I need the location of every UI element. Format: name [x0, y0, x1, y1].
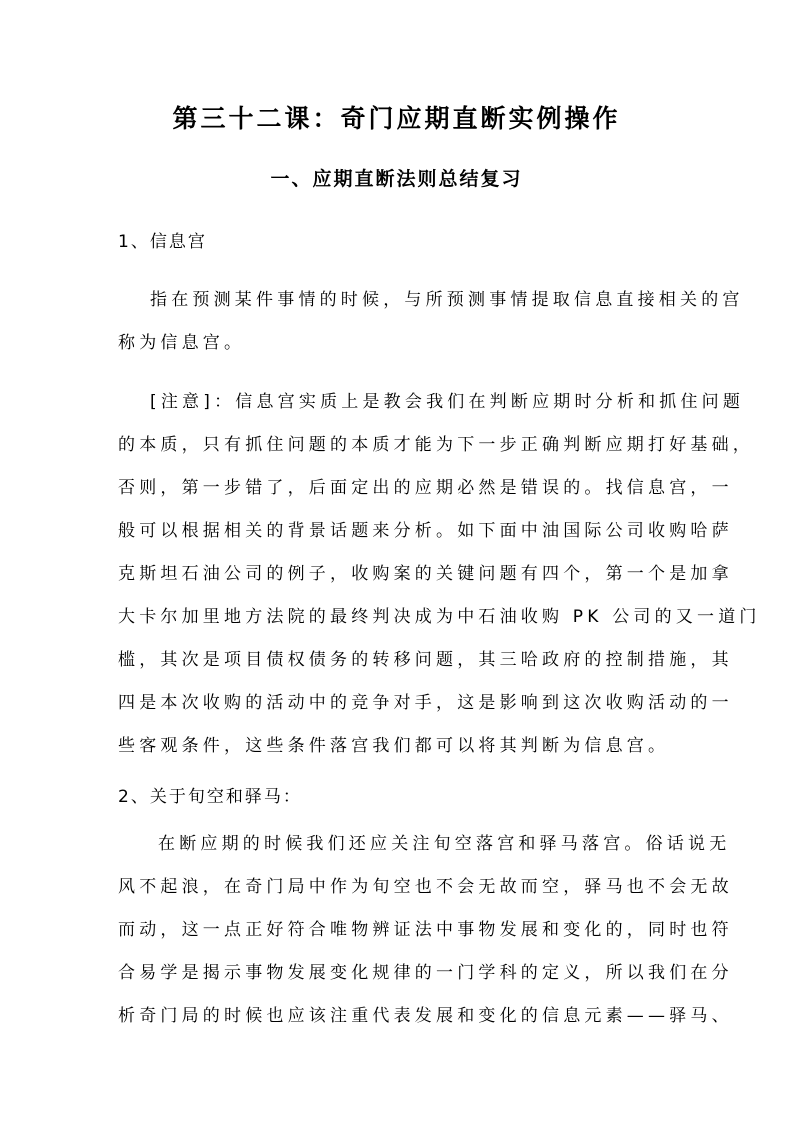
paragraph-line: 称为信息宫。	[118, 333, 246, 353]
section-subtitle: 一、应期直断法则总结复习	[270, 168, 523, 190]
note-line: [注意]：信息宫实质上是教会我们在判断应期时分析和抓住问题	[150, 392, 745, 412]
paragraph-line: 指在预测某件事情的时候，与所预测事情提取信息直接相关的宫	[150, 290, 744, 310]
paragraph-line: 否则，第一步错了，后面定出的应期必然是错误的。找信息宫，一	[118, 478, 733, 498]
paragraph-line: 四是本次收购的活动中的竞争对手，这是影响到这次收购活动的一	[118, 693, 733, 713]
paragraph-line: 的本质，只有抓住问题的本质才能为下一步正确判断应期打好基础，	[118, 435, 754, 455]
document-title: 第三十二课：奇门应期直断实例操作	[172, 104, 621, 133]
section-heading-info-palace: 1、信息宫	[118, 232, 207, 252]
paragraph-line: 般可以根据相关的背景话题来分析。如下面中油国际公司收购哈萨	[118, 521, 733, 541]
paragraph-line: 在断应期的时候我们还应关注旬空落宫和驿马落宫。俗话说无	[158, 834, 731, 854]
paragraph-line: 析奇门局的时候也应该注重代表发展和变化的信息元素——驿马、	[118, 1006, 733, 1026]
paragraph-line: 克斯坦石油公司的例子，收购案的关键问题有四个，第一个是加拿	[118, 564, 733, 584]
paragraph-line: 合易学是揭示事物发展变化规律的一门学科的定义，所以我们在分	[118, 963, 733, 983]
paragraph-line: 风不起浪，在奇门局中作为旬空也不会无故而空，驿马也不会无故	[118, 877, 733, 897]
paragraph-line: 槛，其次是项目债权债务的转移问题，其三哈政府的控制措施，其	[118, 650, 733, 670]
paragraph-line: 大卡尔加里地方法院的最终判决成为中石油收购 PK 公司的又一道门	[118, 607, 761, 627]
paragraph-line: 些客观条件，这些条件落宫我们都可以将其判断为信息宫。	[118, 736, 670, 756]
section-heading-void-horse: 2、关于旬空和驿马：	[118, 787, 302, 807]
paragraph-line: 而动，这一点正好符合唯物辨证法中事物发展和变化的，同时也符	[118, 920, 733, 940]
